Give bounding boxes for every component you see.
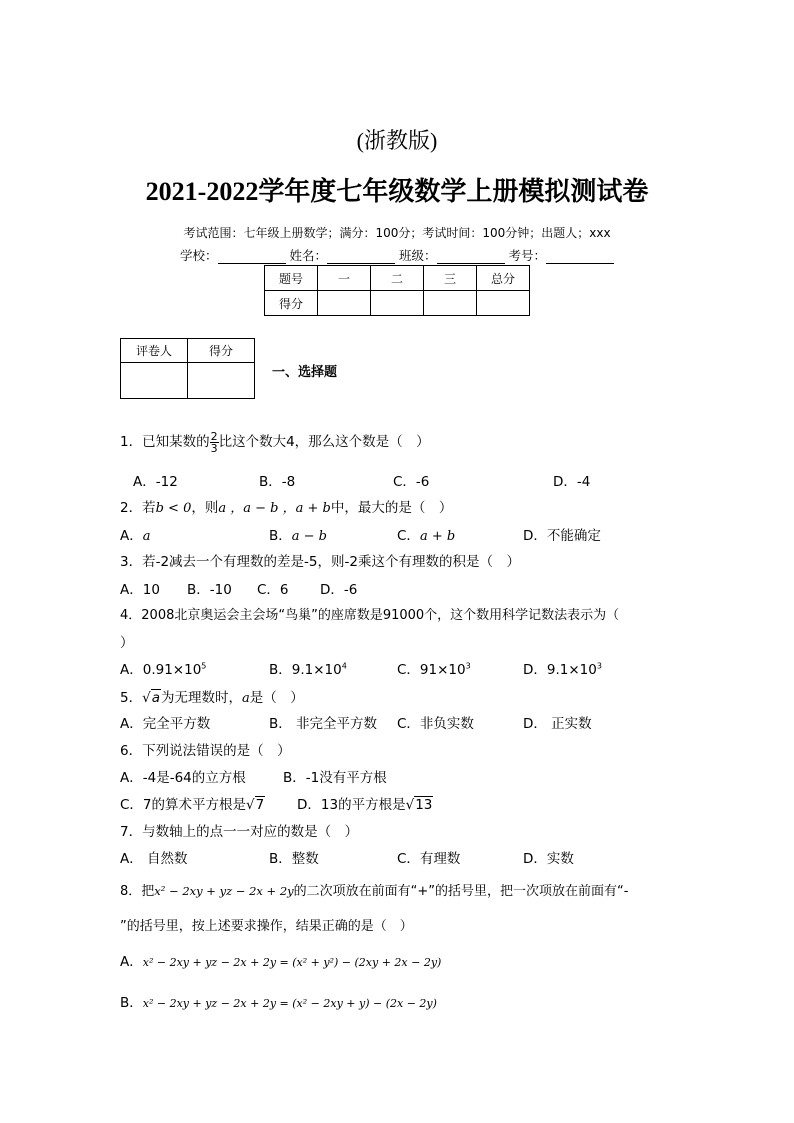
- option-d[interactable]: D．不能确定: [523, 528, 601, 544]
- question-8-cont: ”的括号里，按上述要求操作，结果正确的是（ ）: [120, 919, 413, 934]
- option-d[interactable]: D．实数: [523, 851, 574, 867]
- option-text: D．9.1×10: [523, 662, 597, 678]
- score-cell: [371, 291, 424, 316]
- grader-header-cell: 评卷人: [121, 339, 188, 363]
- score-header-cell: 一: [318, 266, 371, 291]
- radicand: 13: [415, 797, 433, 813]
- option-c[interactable]: C．6: [257, 582, 289, 598]
- question-4: 4．2008北京奥运会主会场“鸟巢”的座席数是91000个，这个数用科学记数法表示为（: [120, 608, 620, 623]
- option-b[interactable]: B．-1没有平方根: [283, 770, 387, 786]
- school-label: 学校：: [179, 248, 218, 263]
- score-table: [264, 265, 530, 316]
- question-text: 为无理数时，: [160, 690, 242, 706]
- math-expression: a + b: [419, 529, 456, 544]
- fraction-denominator: 3: [210, 441, 218, 455]
- math-expression: a: [142, 529, 151, 544]
- sqrt-symbol: √a: [142, 690, 160, 706]
- option-b[interactable]: [120, 991, 437, 1011]
- question-3: 3．若-2减去一个有理数的差是-5，则-2乘这个有理数的积是（ ）: [120, 554, 520, 570]
- score-cell: [318, 291, 371, 316]
- question-6: 6．下列说法错误的是（ ）: [120, 743, 291, 759]
- score-header-cell: 总分: [477, 266, 530, 291]
- option-a[interactable]: A．-12: [133, 474, 178, 490]
- option-label: A．: [120, 528, 143, 544]
- exponent: 5: [201, 661, 207, 671]
- option-a[interactable]: A．完全平方数: [120, 716, 211, 732]
- fraction-numerator: 2: [210, 429, 218, 443]
- option-label: A．: [120, 954, 143, 970]
- class-blank[interactable]: [437, 251, 505, 264]
- grader-table: [120, 338, 255, 399]
- option-d[interactable]: [297, 793, 433, 813]
- radicand: 7: [255, 797, 265, 813]
- option-a[interactable]: A． 自然数: [120, 851, 188, 867]
- sqrt-symbol: √13: [405, 797, 433, 813]
- score-row-label: 得分: [265, 291, 318, 316]
- option-label: B．: [120, 995, 143, 1011]
- exponent: 4: [341, 661, 347, 671]
- question-text: 中，最大的是（ ）: [330, 500, 453, 516]
- score-header-cell: 题号: [265, 266, 318, 291]
- exponent: 3: [465, 661, 471, 671]
- student-fields: [0, 246, 794, 264]
- question-1: [120, 430, 430, 454]
- option-text: A．0.91×10: [120, 662, 202, 678]
- math-expression: a − b: [291, 529, 327, 544]
- option-text: C．91×10: [397, 662, 466, 678]
- option-b[interactable]: B． 非完全平方数: [269, 716, 378, 732]
- option-c[interactable]: [120, 793, 265, 813]
- option-b[interactable]: B．-10: [187, 582, 232, 598]
- question-text: 5．: [120, 690, 143, 706]
- sqrt-symbol: √7: [246, 797, 265, 813]
- question-5: [120, 686, 304, 706]
- grader-header-cell: 得分: [188, 339, 255, 363]
- school-blank[interactable]: [218, 251, 286, 264]
- exam-info: 考试范围：七年级上册数学；满分：100分；考试时间：100分钟；出题人；xxx: [183, 226, 611, 240]
- option-d[interactable]: [523, 658, 602, 678]
- option-text: C．7的算术平方根是: [120, 797, 247, 813]
- name-blank[interactable]: [327, 251, 395, 264]
- grader-cell: [121, 363, 188, 399]
- option-text: B．9.1×10: [269, 662, 342, 678]
- question-8: [120, 880, 628, 899]
- question-4-cont: ）: [120, 635, 134, 651]
- math-expression: x² − 2xy + yz − 2x + 2y = (x² + y²) − (2xy + 2x − 2y): [142, 956, 442, 969]
- grader-cell: [188, 363, 255, 399]
- question-text: 8．把: [120, 884, 155, 899]
- option-d[interactable]: D．-6: [320, 582, 358, 598]
- option-a[interactable]: A．10: [120, 582, 160, 598]
- option-c[interactable]: C．-6: [393, 474, 430, 490]
- score-cell: [477, 291, 530, 316]
- option-d[interactable]: D．-4: [553, 474, 591, 490]
- question-text: 是（ ）: [249, 690, 304, 706]
- math-expression: b < 0: [155, 501, 192, 516]
- question-text: ，则: [191, 500, 219, 516]
- math-expression: x² − 2xy + yz − 2x + 2y = (x² − 2xy + y) − (2x − 2y): [142, 997, 437, 1010]
- score-header-cell: 二: [371, 266, 424, 291]
- math-expression: x² − 2xy + yz − 2x + 2y: [154, 884, 294, 898]
- option-b[interactable]: B．整数: [269, 851, 319, 867]
- option-a[interactable]: A．-4是-64的立方根: [120, 770, 246, 786]
- option-c[interactable]: C．有理数: [397, 851, 461, 867]
- option-label: B．: [269, 528, 292, 544]
- id-blank[interactable]: [546, 251, 614, 264]
- question-text: 比这个数大4，那么这个数是（ ）: [218, 434, 430, 450]
- class-label: 班级：: [398, 248, 437, 263]
- math-expression: a ，a − b ，a + b: [218, 501, 331, 516]
- option-c[interactable]: [397, 658, 471, 678]
- option-b[interactable]: [269, 524, 327, 544]
- option-text: D．13的平方根是: [297, 797, 406, 813]
- score-cell: [424, 291, 477, 316]
- id-label: 考号：: [508, 248, 546, 263]
- question-2: [120, 496, 452, 516]
- option-a[interactable]: [120, 658, 206, 678]
- score-header-cell: 三: [424, 266, 477, 291]
- option-b[interactable]: [269, 658, 347, 678]
- option-c[interactable]: [397, 524, 455, 544]
- exam-title: 2021-2022学年度七年级数学上册模拟测试卷: [145, 177, 649, 206]
- question-text: 的二次项放在前面有“+”的括号里，把一次项放在前面有“-: [293, 884, 629, 899]
- section-heading: 一、选择题: [272, 365, 338, 380]
- option-d[interactable]: D． 正实数: [523, 716, 592, 732]
- radicand: a: [151, 690, 160, 706]
- exponent: 3: [596, 661, 602, 671]
- fraction: [210, 431, 219, 454]
- option-label: C．: [397, 528, 420, 544]
- question-text: 1．已知某数的: [120, 434, 210, 450]
- option-a[interactable]: [120, 524, 151, 544]
- name-label: 姓名：: [289, 248, 327, 263]
- option-c[interactable]: C．非负实数: [397, 716, 474, 732]
- option-a[interactable]: [120, 950, 441, 970]
- exam-subtitle: (浙教版): [356, 128, 438, 153]
- option-b[interactable]: B．-8: [259, 474, 296, 490]
- math-variable: a: [241, 691, 250, 706]
- question-text: 2．若: [120, 500, 156, 516]
- question-7: 7．与数轴上的点一一对应的数是（ ）: [120, 824, 359, 840]
